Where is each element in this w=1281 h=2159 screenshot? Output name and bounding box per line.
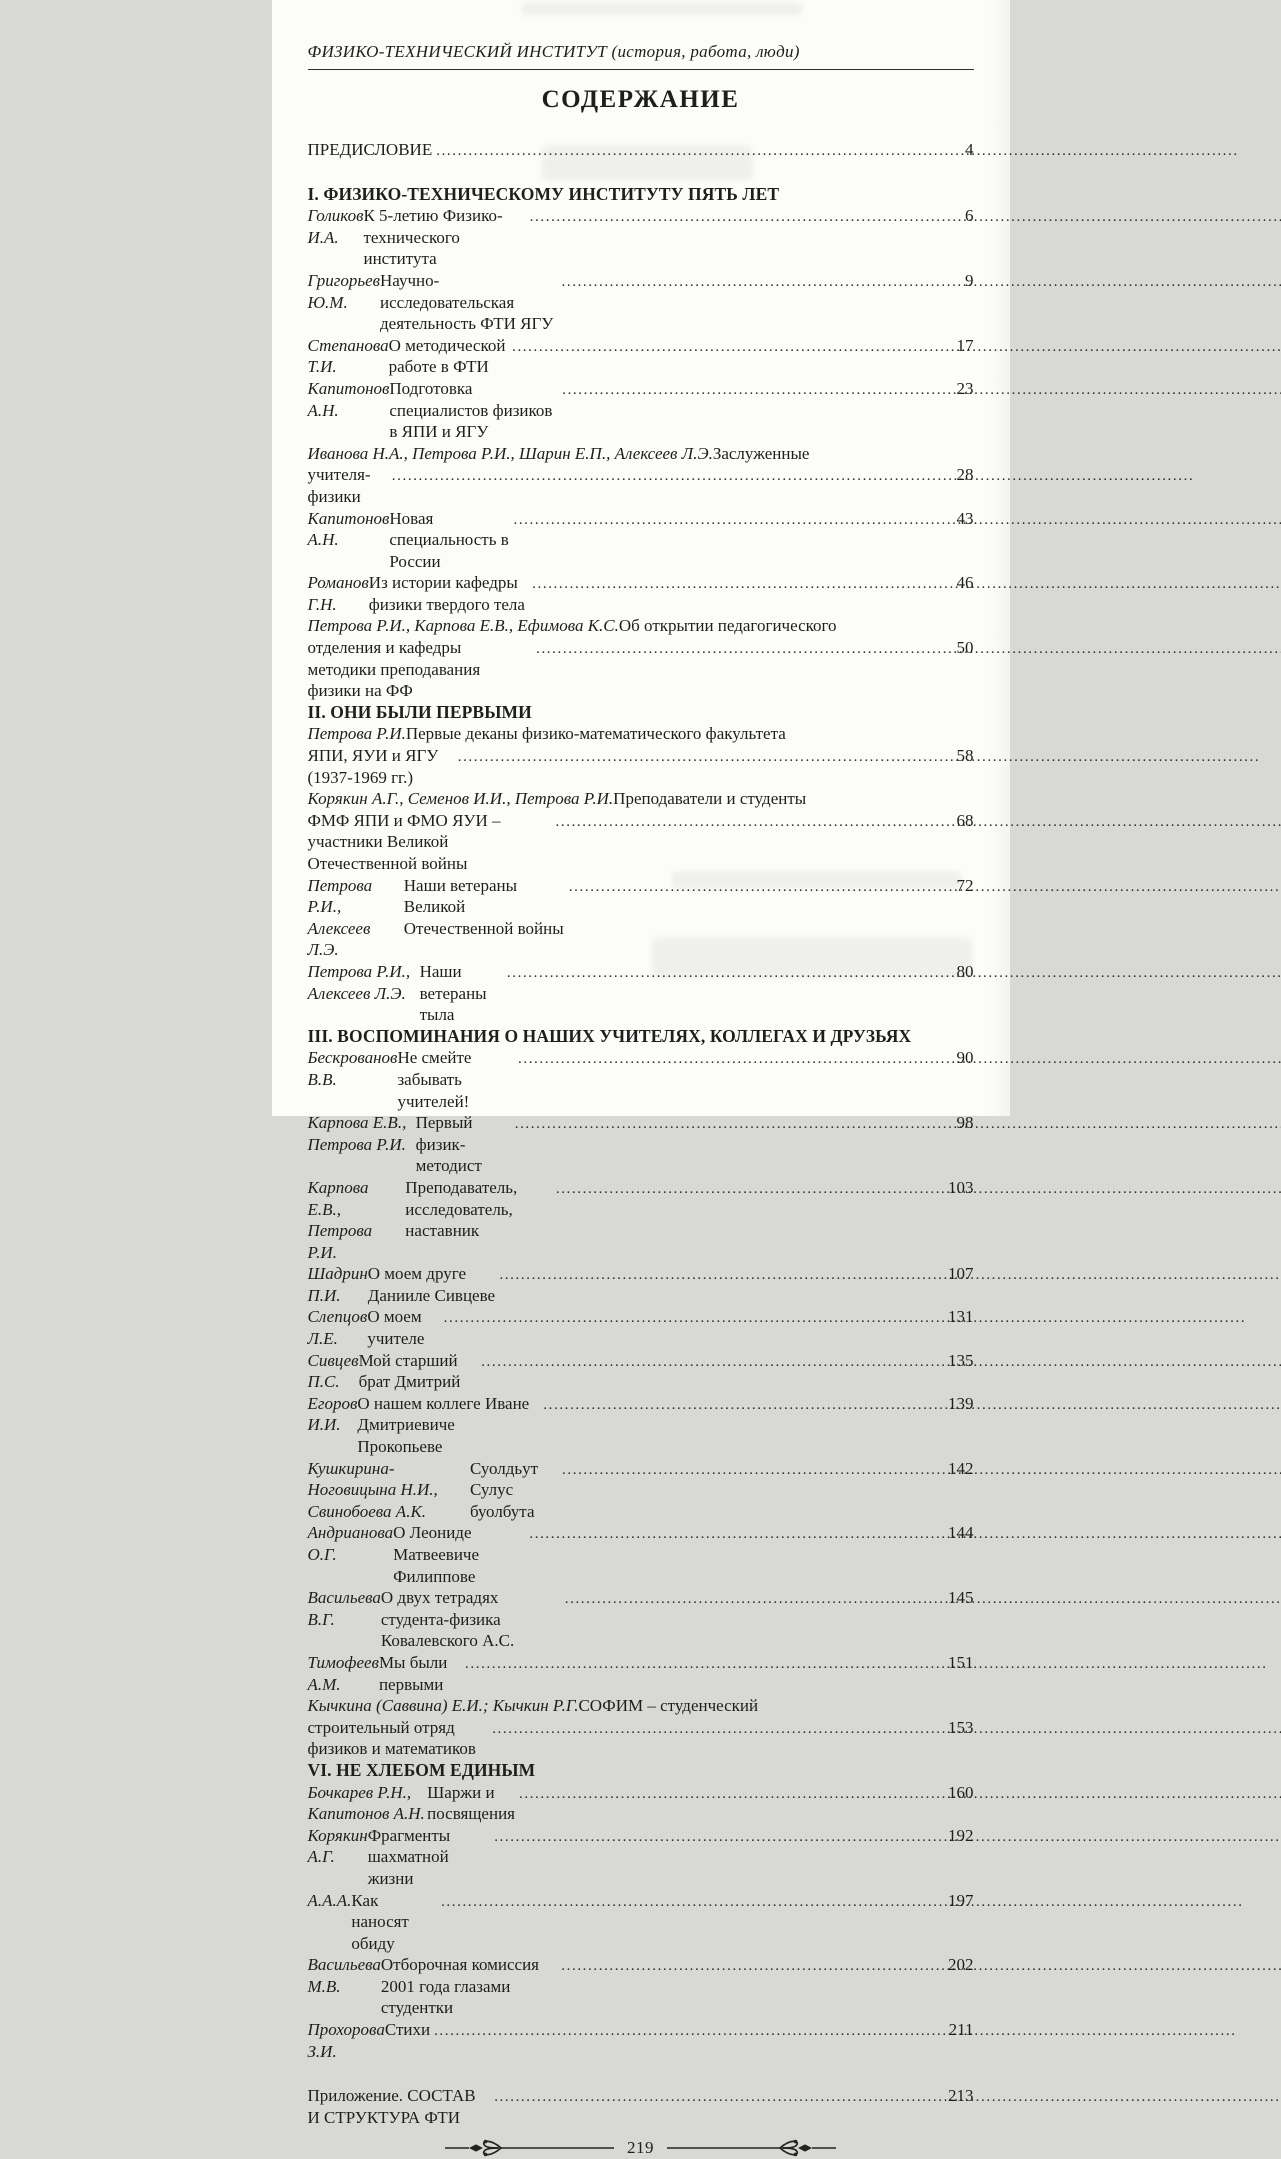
toc-line	[308, 745, 974, 788]
toc-line	[308, 270, 974, 335]
toc-line	[308, 464, 974, 507]
toc-entry-title: Фрагменты шахматной жизни	[367, 1825, 455, 1888]
dot-leader	[499, 1263, 945, 1287]
dot-leader	[492, 1717, 945, 1741]
toc-entry-title: Об открытии педагогического	[618, 616, 837, 636]
toc-entry-authors: Слепцов Л.Е.	[307, 1307, 368, 1349]
toc-entry-page: 131	[948, 1307, 974, 1327]
toc-line	[308, 572, 974, 615]
toc-line	[308, 1350, 974, 1393]
toc-entry-title: Научно-исследовательская деятельность ФТИ ЯГУ	[380, 270, 554, 334]
appendix-block	[308, 2085, 974, 2128]
toc-entry-authors: Бочкарев Р.Н., Капитонов А.Н.	[307, 1782, 425, 1824]
toc-entry-page: 46	[956, 573, 974, 593]
toc-entry-page: 17	[956, 335, 974, 355]
toc-entry-page: 68	[956, 810, 974, 830]
toc-entry-title: ФМФ ЯПИ и ФМО ЯУИ – участники Великой Отечественной войны	[307, 810, 505, 873]
dot-leader	[543, 1393, 945, 1417]
dot-leader	[513, 508, 945, 532]
toc-entry-authors: Кычкина (Саввина) Е.И.; Кычкин Р.Г.	[307, 1696, 579, 1716]
toc-entry-title: ЯПИ, ЯУИ и ЯГУ (1937-1969 гг.)	[307, 746, 443, 787]
toc-entry-authors: Романов Г.Н.	[307, 573, 369, 614]
toc-entry-title: Наши ветераны Великой Отечественной войны	[403, 875, 564, 938]
toc-line	[308, 1587, 974, 1652]
page-content	[308, 42, 974, 2159]
toc-line	[308, 1954, 974, 2019]
toc-line	[308, 205, 974, 270]
toc-entry-title: Первый физик-методист	[415, 1113, 482, 1176]
toc-entry-title: О Леониде Матвеевиче Филиппове	[393, 1523, 484, 1586]
toc-entry-authors: Карпова Е.В., Петрова Р.И.	[307, 1113, 407, 1154]
dot-leader	[494, 2085, 945, 2109]
toc-entry-page: 58	[956, 746, 974, 766]
toc-entry-page: 145	[948, 1588, 974, 1608]
toc-entry-page: 43	[956, 508, 974, 528]
toc-entry-page: 142	[947, 1458, 974, 1478]
toc-entry-page: 213	[948, 2086, 974, 2106]
toc-entry-authors: Васильева В.Г.	[307, 1588, 381, 1629]
toc-entry-authors: Иванова Н.А., Петрова Р.И., Шарин Е.П., Алексеев Л.Э.	[307, 443, 713, 463]
toc-entry-title: О методической работе в ФТИ	[388, 335, 510, 377]
footer-ornament-right-icon	[667, 2137, 837, 2159]
toc-entry-title: Мы были первыми	[378, 1652, 452, 1694]
toc-line	[308, 810, 974, 875]
toc-entry-authors: А.А.А.	[307, 1890, 352, 1910]
toc-entry-title: Стихи	[384, 2020, 431, 2040]
section-heading: I. ФИЗИКО-ТЕХНИЧЕСКОМУ ИНСТИТУТУ ПЯТЬ ЛЕТ	[307, 183, 780, 204]
toc-entry-page: 135	[948, 1350, 974, 1370]
toc-entry-title: Из истории кафедры физики твердого тела	[368, 573, 525, 614]
toc-entry-authors: Корякин А.Г., Семенов И.И., Петрова Р.И.	[307, 789, 614, 809]
toc-entry-title: Наши ветераны тыла	[419, 961, 491, 1025]
toc-line	[308, 1177, 974, 1263]
toc-entry-title: Не смейте забывать учителей!	[397, 1048, 476, 1111]
toc-entry-title: отделения и кафедры методики преподавания физики на ФФ	[307, 638, 485, 701]
toc-line	[308, 1695, 974, 1717]
toc-entry-page: 4	[965, 140, 974, 159]
toc-entry-title: О нашем коллеге Иване Дмитриевиче Прокопьеве	[357, 1393, 534, 1457]
dot-leader	[562, 1458, 945, 1482]
footer-ornament-left-icon	[444, 2137, 614, 2159]
toc-entry-title: строительный отряд физиков и математиков	[307, 1717, 476, 1759]
dot-leader	[434, 2019, 945, 2043]
toc-line	[308, 2085, 974, 2128]
toc-entry-page: 9	[965, 270, 974, 290]
toc-entry-authors: Тимофеев А.М.	[307, 1652, 379, 1694]
toc-entry-title: ПРЕДИСЛОВИЕ	[307, 140, 433, 159]
toc-entry-authors: Егоров И.И.	[307, 1393, 358, 1435]
toc-line	[308, 378, 974, 443]
toc-line	[308, 637, 974, 702]
toc-entry-title: учителя-физики	[307, 465, 371, 506]
section-heading: VI. НЕ ХЛЕБОМ ЕДИНЫМ	[307, 1759, 536, 1780]
section-heading: III. ВОСПОМИНАНИЯ О НАШИХ УЧИТЕЛЯХ, КОЛЛЕГАХ И ДРУЗЬЯХ	[307, 1025, 912, 1046]
toc-entry-authors: Корякин А.Г.	[307, 1825, 368, 1867]
header-rule	[308, 69, 974, 70]
toc-entry-authors: Петрова Р.И.	[307, 724, 406, 744]
toc-entry-authors: Григорьев Ю.М.	[307, 270, 380, 312]
toc-entry-page: 23	[956, 378, 974, 398]
toc-body	[308, 184, 974, 2063]
scan-ghosting	[522, 3, 802, 15]
toc-entry-page: 80	[956, 961, 974, 981]
dot-leader	[465, 1652, 945, 1676]
toc-line	[308, 1717, 974, 1760]
toc-line	[308, 508, 974, 573]
toc-line	[308, 1890, 974, 1955]
dot-leader	[392, 464, 946, 488]
page-footer	[308, 2137, 974, 2159]
toc-line	[308, 1458, 974, 1523]
toc-entry-page: 107	[948, 1264, 974, 1284]
toc-line	[308, 1306, 974, 1349]
toc-entry-page: 144	[948, 1523, 974, 1543]
toc-entry-title: О двух тетрадях студента-физика Ковалевского А.С.	[380, 1588, 515, 1651]
toc-line	[308, 961, 974, 1026]
toc-line	[308, 723, 974, 745]
toc-entry-title: Первые деканы физико-математического факультета	[405, 724, 786, 744]
toc-entry-page: 50	[956, 638, 974, 658]
toc-entry-authors: Васильева М.В.	[307, 1955, 381, 1996]
dot-leader	[569, 875, 946, 899]
scanned-book-page	[272, 0, 1010, 2158]
toc-line	[308, 1652, 974, 1695]
toc-line	[308, 2019, 974, 2062]
dot-leader	[515, 1112, 946, 1136]
toc-entry-page: 197	[948, 1890, 974, 1910]
toc-line	[308, 1522, 974, 1587]
toc-line	[308, 1825, 974, 1890]
toc-entry-title: Подготовка специалистов физиков в ЯПИ и ЯГУ	[389, 378, 557, 442]
toc-entry-page: 192	[948, 1825, 974, 1845]
toc-entry-page: 72	[956, 875, 974, 895]
dot-leader	[562, 378, 945, 402]
preface-block	[308, 139, 974, 163]
toc-entry-title: Преподаватели и студенты	[613, 789, 807, 809]
toc-entry-authors: Бескрованов В.В.	[307, 1048, 398, 1089]
dot-leader	[561, 1954, 945, 1978]
toc-entry-title: Суолдьут Сулус буолбута	[469, 1458, 543, 1521]
toc-entry-page: 211	[948, 2020, 974, 2040]
running-header: ФИЗИКО-ТЕХНИЧЕСКИЙ ИНСТИТУТ (история, работа, люди)	[307, 42, 800, 61]
toc-entry-title: Новая специальность в России	[389, 508, 513, 571]
toc-entry-authors: Степанова Т.И.	[307, 335, 389, 377]
toc-entry-title: Преподаватель, исследователь, наставник	[405, 1177, 522, 1241]
toc-line	[308, 443, 974, 465]
dot-leader	[458, 745, 946, 769]
toc-line	[308, 335, 974, 378]
toc-line	[308, 1782, 974, 1825]
dot-leader	[441, 1890, 945, 1914]
toc-entry-title: О моем друге Данииле Сивцеве	[367, 1264, 496, 1305]
dot-leader	[556, 810, 946, 834]
dot-leader	[507, 961, 946, 985]
toc-entry-authors: Карпова Е.В., Петрова Р.И.	[307, 1177, 373, 1262]
dot-leader	[556, 1177, 946, 1201]
toc-line	[308, 1047, 974, 1112]
toc-entry-authors: Капитонов А.Н.	[307, 508, 390, 550]
dot-leader	[481, 1350, 945, 1374]
toc-entry-authors: Капитонов А.Н.	[307, 378, 390, 420]
toc-entry-title: О моем учителе	[367, 1307, 426, 1349]
toc-entry-title: Отборочная комиссия 2001 года глазами студентки	[380, 1955, 544, 2018]
toc-entry-page: 28	[956, 465, 974, 485]
toc-entry-page: 160	[948, 1782, 974, 1802]
dot-leader	[494, 1825, 945, 1849]
toc-entry-authors: Шадрин П.И.	[307, 1264, 368, 1305]
toc-line	[308, 788, 974, 810]
toc-line	[308, 1112, 974, 1177]
toc-line	[308, 615, 974, 637]
dot-leader	[562, 270, 946, 294]
toc-entry-page: 98	[956, 1113, 974, 1133]
toc-entry-page: 202	[948, 1955, 974, 1975]
toc-entry-page: 151	[948, 1652, 974, 1672]
footer-page-number: 219	[627, 2138, 654, 2158]
dot-leader	[530, 205, 946, 229]
dot-leader	[518, 1047, 946, 1071]
toc-line	[308, 139, 974, 163]
toc-entry-authors: Петрова Р.И., Алексеев Л.Э.	[307, 961, 411, 1003]
toc-entry-authors: Сивцев П.С.	[307, 1350, 359, 1392]
toc-entry-title: Шаржи и посвящения	[427, 1782, 515, 1824]
toc-entry-page: 139	[948, 1393, 974, 1413]
section-heading: II. ОНИ БЫЛИ ПЕРВЫМИ	[307, 701, 532, 722]
dot-leader	[529, 1522, 945, 1546]
toc-entry-title: К 5-летию Физико-технического института	[363, 206, 503, 269]
dot-leader	[444, 1306, 946, 1330]
toc-line	[308, 1393, 974, 1458]
dot-leader	[512, 335, 945, 359]
toc-entry-authors: Кушкирина-Ноговицына Н.И., Свинобоева А.К.	[307, 1458, 438, 1521]
toc-entry-authors: Петрова Р.И., Алексеев Л.Э.	[307, 875, 373, 960]
page-title: СОДЕРЖАНИЕ	[541, 86, 740, 113]
toc-line	[308, 1263, 974, 1306]
toc-entry-page: 103	[948, 1177, 974, 1197]
toc-line	[308, 875, 974, 961]
dot-leader	[532, 572, 945, 596]
toc-entry-authors: Голиков И.А.	[307, 206, 364, 247]
toc-entry-title: Мой старший брат Дмитрий	[358, 1350, 462, 1392]
toc-entry-title: Заслуженные	[712, 443, 810, 463]
toc-entry-title: Как наносят обиду	[351, 1890, 414, 1953]
dot-leader	[536, 637, 945, 661]
toc-entry-authors: Прохорова З.И.	[307, 2020, 385, 2061]
toc-entry-page: 153	[948, 1717, 974, 1737]
toc-entry-authors: Андрианова О.Г.	[307, 1523, 394, 1564]
toc-entry-authors: Петрова Р.И., Карпова Е.В., Ефимова К.С.	[307, 616, 619, 636]
toc-entry-title: СОФИМ – студенческий	[578, 1696, 759, 1716]
toc-entry-title: Приложение. СОСТАВ И СТРУКТУРА ФТИ	[307, 2086, 480, 2127]
toc-entry-page: 90	[956, 1048, 974, 1068]
dot-leader	[565, 1587, 946, 1611]
dot-leader	[436, 139, 945, 163]
toc-entry-page: 6	[965, 206, 974, 226]
dot-leader	[519, 1782, 946, 1806]
